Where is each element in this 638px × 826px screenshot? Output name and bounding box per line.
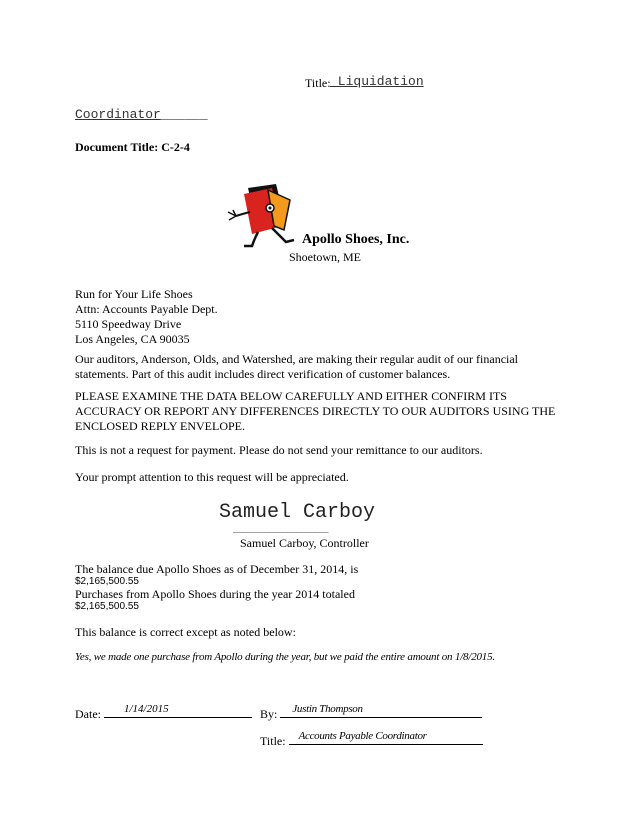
- by-value: Justin Thompson: [292, 703, 363, 715]
- signature-name: Samuel Carboy: [219, 501, 376, 524]
- footer-title-label: Title:: [260, 734, 286, 748]
- header-title-value-continued: [75, 107, 208, 122]
- footer-title-field: [260, 732, 483, 749]
- paragraph-audit-notice: Our auditors, Anderson, Olds, and Watershed, are making their regular audit of our financial statements. Part of this audit includes direct verification of customer balances.: [75, 352, 519, 381]
- signature-line: _____________________: [233, 522, 328, 534]
- footer-title-input[interactable]: [289, 732, 483, 745]
- company-location: Shoetown, ME: [289, 250, 361, 264]
- footer-title-value: Accounts Payable Coordinator: [298, 730, 427, 742]
- exceptions-response[interactable]: Yes, we made one purchase from Apollo during the year, but we paid the entire amount on 1/8/2015.: [75, 651, 495, 663]
- document-title: Document Title: C-2-4: [75, 140, 190, 154]
- balance-statement: The balance due Apollo Shoes as of December 31, 2014, is: [75, 562, 359, 576]
- balance-value: $2,165,500.55: [75, 576, 139, 587]
- by-input[interactable]: [280, 705, 482, 718]
- header-title-value: _Liquidation: [330, 74, 424, 89]
- recipient-address: [75, 287, 218, 347]
- paragraph-appreciation: Your prompt attention to this request will be appreciated.: [75, 470, 349, 484]
- purchases-value: $2,165,500.55: [75, 601, 139, 612]
- date-input[interactable]: [104, 705, 252, 718]
- purchases-statement: Purchases from Apollo Shoes during the year 2014 totaled: [75, 587, 355, 601]
- paragraph-instructions: PLEASE EXAMINE THE DATA BELOW CAREFULLY AND EITHER CONFIRM ITS ACCURACY OR REPORT ANY DIFFERENCES DIRECTLY TO OUR AUDITORS USING THE ENCLOSED REPLY ENVELOPE.: [75, 389, 556, 433]
- recipient-line: 5110 Speedway Drive: [75, 317, 182, 331]
- paragraph-no-payment: This is not a request for payment. Please do not send your remittance to our auditors.: [75, 443, 483, 457]
- date-value: 1/14/2015: [124, 703, 169, 715]
- header-title-value-word: Coordinator: [75, 107, 161, 122]
- exceptions-label: This balance is correct except as noted below:: [75, 625, 296, 639]
- recipient-line: Run for Your Life Shoes: [75, 287, 193, 301]
- date-label: Date:: [75, 707, 101, 721]
- date-field: [75, 705, 252, 722]
- header-title-label: Title:: [305, 76, 331, 90]
- by-label: By:: [260, 707, 278, 721]
- recipient-line: Attn: Accounts Payable Dept.: [75, 302, 218, 316]
- running-shoe-mascot-icon: [224, 182, 304, 250]
- recipient-line: Los Angeles, CA 90035: [75, 332, 190, 346]
- company-name: Apollo Shoes, Inc.: [302, 232, 410, 247]
- by-field: [260, 705, 482, 722]
- signature-caption: Samuel Carboy, Controller: [240, 536, 369, 550]
- header-title-value-trail: ______: [160, 107, 208, 122]
